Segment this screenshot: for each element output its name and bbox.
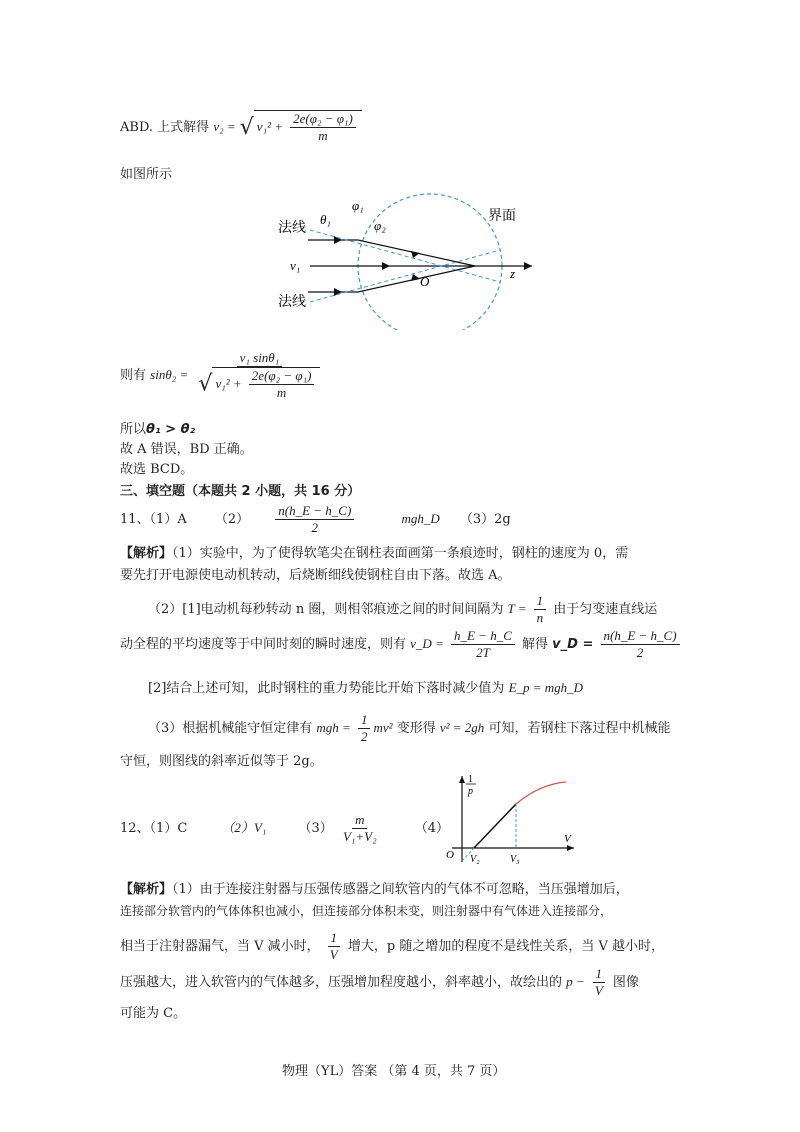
ze-you-line: 则有 sinθ₂ = v₁ sinθ₁ √ v₁² + $\frac{\text{2e(φ₂ − φ₁)}}{m}$ [120, 350, 326, 401]
q11-p3-mv: mv² [373, 720, 393, 735]
ze-you-lhs: sinθ₂ = [150, 367, 189, 382]
q11-p3: （3）2g [459, 512, 511, 527]
q11-num: 11、（1）A [120, 512, 187, 527]
q11-p2-vd: v_D = [410, 636, 444, 651]
q12-l4b: 图像 [612, 975, 639, 990]
q12-analysis-l5: 可能为 C。 [120, 1006, 187, 1021]
top-ray [308, 240, 475, 266]
q11-p2-vd2-num: n(h_E − h_C) [601, 628, 680, 645]
ze-you-rad-head: v₁² + [215, 376, 242, 391]
q11-p3a: （3）根据机械能守恒定律有 [148, 721, 313, 736]
q12-analysis-l1 [120, 878, 629, 897]
q11-analysis-p1b: 要先打开电源使电动机转动，后烧断细线使钢柱自由下落。故选 A。 [120, 568, 511, 583]
page-footer: 物理（YL）答案 （第 4 页，共 7 页） [282, 1064, 506, 1079]
q11-p2b: 由于匀变速直线运 [553, 602, 658, 617]
label-interface: 界面 [488, 208, 516, 224]
q12-analysis-l2: 连接部分软管内的气体体积也减小，但连接部分体积未变，则注射器中有气体进入连接部分， [120, 904, 613, 918]
graph-y-den: p [468, 786, 473, 797]
label-z: z [510, 266, 516, 281]
q12-answer-line [120, 812, 449, 845]
ze-you-prefix: 则有 [120, 368, 147, 383]
graph-x-label: V [564, 833, 571, 845]
q12-num: 12、（1）C [120, 821, 188, 836]
q11-analysis-p2-2 [148, 677, 583, 696]
q12-analysis-tag: 【解析】 [120, 882, 173, 897]
q12-frac-num: m [352, 812, 367, 829]
q11-p2a: （2）[1]电动机每秒转动 n 圈，则相邻痕迹之间的时间间隔为 [148, 602, 504, 617]
abd-line: ABD. 上式解得 v₂ = √ v₁² + $\frac{\text{2e(φ₂ − φ₁)}}{m}$ [120, 110, 362, 144]
q11-analysis-p2a [148, 593, 657, 626]
q11-p2-vd2: v_D = [552, 637, 594, 652]
q12-l3b: 增大，p 随之增加的程度不是线性关系，当 V 越小时， [347, 939, 664, 954]
suo-yi-rel: θ₁ > θ₂ [146, 422, 196, 437]
gu-a-text: 故 A 错误，BD 正确。 [120, 442, 253, 457]
q11-frac-den: 2 [311, 520, 319, 535]
q11-p2: （2） [214, 512, 250, 527]
q11-analysis-tag: 【解析】 [120, 546, 173, 561]
q11-p3-half-num: 1 [358, 712, 371, 729]
q12-frac-den: V₁+V₂ [342, 829, 377, 844]
q11-analysis-p3 [148, 712, 670, 745]
q11-p2-Tden: n [536, 610, 544, 625]
q12-l3-num: 1 [328, 930, 341, 947]
normal-bottom [310, 250, 500, 302]
q12-l3a: 相当于注射器漏气，当 V 减小时， [120, 939, 320, 954]
normal-top [310, 230, 500, 282]
electron-lens-diagram [270, 190, 540, 330]
abd-lhs: v₂ = [213, 119, 236, 134]
abd-den: m [318, 128, 328, 143]
graph-line [474, 804, 516, 848]
q11-p2-Tnum: 1 [534, 593, 547, 610]
q12-analysis-l3 [120, 930, 664, 963]
label-normal-top: 法线 [278, 220, 306, 236]
q11-p2-T: T = [507, 601, 527, 616]
q11-p2-2a: [2]结合上述可知，此时钢柱的重力势能比开始下落时减少值为 [148, 681, 505, 696]
q12-l3-den: V [329, 947, 338, 962]
section-three-heading: 三、填空题（本题共 2 小题，共 16 分） [120, 484, 361, 499]
label-theta1: θ₁ [320, 212, 331, 227]
q11-analysis-p2c [120, 628, 683, 661]
gu-xuan-text: 故选 BCD。 [120, 462, 194, 477]
suo-yi-text: 所以 [120, 422, 147, 437]
q11-analysis-p3d: 守恒，则图线的斜率近似等于 2g。 [120, 754, 323, 769]
q11-mgh: mgh_D [401, 511, 440, 526]
label-normal-bottom: 法线 [278, 294, 306, 310]
graph-origin: O [446, 849, 454, 861]
graph-y-num: 1 [468, 774, 473, 785]
z-arrow [524, 262, 532, 270]
ze-you-rad-den: m [276, 385, 287, 400]
graph-v3-label: V₃ [510, 854, 520, 865]
q12-p3: （3） [298, 821, 333, 836]
q11-p1a: （1）实验中，为了使得软笔尖在钢柱表面画第一条痕迹时，钢柱的速度为 0，需 [172, 546, 629, 561]
interface-circle [358, 194, 502, 330]
graph-curve [516, 782, 566, 804]
label-v1: v₁ [290, 258, 301, 273]
abd-num: 2e(φ₂ − φ₁) [290, 111, 356, 128]
ze-you-num: v₁ sinθ₁ [237, 350, 283, 367]
q12-l4-den: V [594, 983, 603, 998]
ru-tu-text: 如图所示 [120, 167, 173, 182]
q11-p3-half-den: 2 [360, 729, 368, 744]
q11-analysis-p1a [120, 542, 628, 561]
abd-sqrt [254, 110, 362, 144]
q11-answer-line [120, 503, 511, 536]
q11-p2-vd2-den: 2 [636, 645, 644, 660]
q11-frac-num: n(h_E − h_C) [275, 503, 354, 520]
q12-analysis-l4 [120, 966, 639, 999]
label-phi1: φ₁ [352, 198, 364, 213]
label-phi2: φ₂ [374, 218, 386, 233]
suo-yi-line [120, 418, 195, 437]
q12-l4-p: p − [566, 974, 585, 989]
abd-prefix: ABD. 上式解得 [120, 120, 210, 135]
abd-v1sq: v₁² + [256, 119, 284, 134]
q11-p3b: 变形得 [396, 721, 436, 736]
q11-p2c: 动全程的平均速度等于中间时刻的瞬时速度，则有 [120, 637, 407, 652]
q12-l4a: 压强越大，进入软管内的气体越多，压强增加程度越小，斜率越小，故绘出的 [120, 975, 563, 990]
bottom-ray [308, 266, 475, 292]
q12-p4: （4） [414, 821, 450, 836]
q12-l4-num: 1 [593, 966, 606, 983]
q11-p2-vd-num: h_E − h_C [451, 628, 515, 645]
q11-p3c: 可知，若钢柱下落过程中机械能 [488, 721, 671, 736]
label-O: O [420, 274, 430, 289]
q11-p2-vd-den: 2T [476, 645, 490, 660]
q11-p3-mgh: mgh = [316, 720, 351, 735]
q12-l1: （1）由于连接注射器与压强传感器之间软管内的气体不可忽略，当压强增加后， [172, 882, 629, 897]
graph-v2-label: V₂ [470, 854, 480, 865]
ze-you-rad-num: 2e(φ₂ − φ₁) [249, 368, 315, 385]
q11-p2-2b: E_p = mgh_D [508, 680, 584, 695]
q11-p3-v2: v² = 2gh [439, 720, 485, 735]
p-v-graph [440, 770, 580, 870]
q12-p2: （2）V₁ [221, 820, 267, 835]
q11-p2-jie: 解得 [522, 637, 549, 652]
